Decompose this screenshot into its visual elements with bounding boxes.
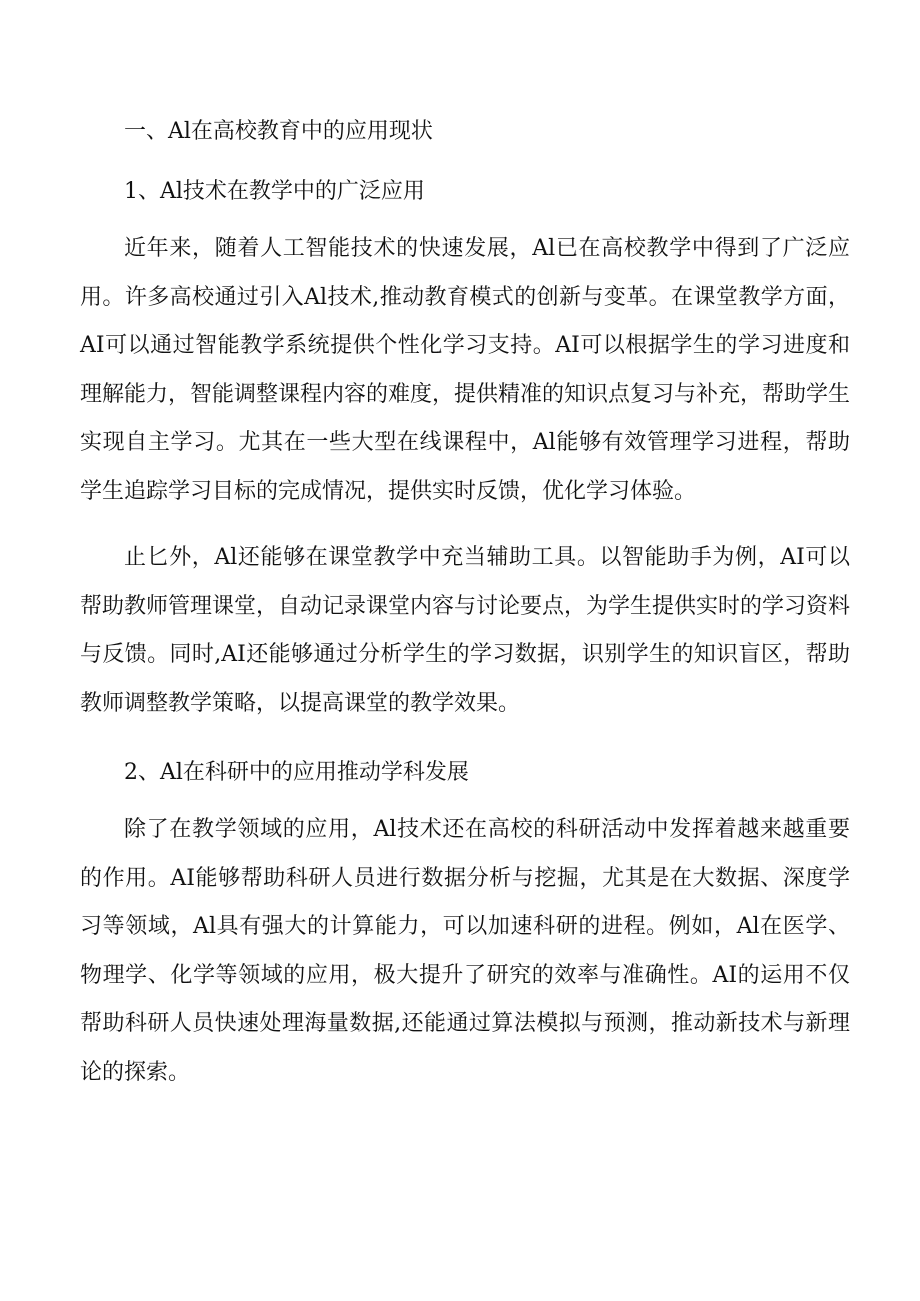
- subsection-2-title: 2、Al在科研中的应用推动学科发展: [124, 760, 469, 785]
- document-page: [80, 105, 850, 1115]
- paragraph: 止匕外，Al还能够在课堂教学中充当辅助工具。以智能助手为例，AI可以帮助教师管理课堂，自动记录课堂内容与讨论要点，为学生提供实时的学习资料与反馈。同时,AI还能够通过分析学生的学习数据，识别学生的知识盲区，帮助教师调整教学策略，以提高课堂的教学效果。: [80, 545, 851, 716]
- subsection-1-title: 1、Al技术在教学中的广泛应用: [124, 179, 425, 204]
- paragraph: 除了在教学领域的应用，Al技术还在高校的科研活动中发挥着越来越重要的作用。AI能够帮助科研人员进行数据分析与挖掘，尤其是在大数据、深度学习等领域，Al具有强大的计算能力，可以加速科研的进程。例如，Al在医学、物理学、化学等领域的应用，极大提升了研究的效率与准确性。AI的运用不仅帮助科研人员快速处理海量数据,还能通过算法模拟与预测，推动新技术与新理论的探索。: [80, 817, 850, 1085]
- paragraph: 近年来，随着人工智能技术的快速发展，Al已在高校教学中得到了广泛应用。许多高校通过引入Al技术,推动教育模式的创新与变革。在课堂教学方面，AI可以通过智能教学系统提供个性化学习支持。AI可以根据学生的学习进度和理解能力，智能调整课程内容的难度，提供精准的知识点复习与补充，帮助学生实现自主学习。尤其在一些大型在线课程中，Al能够有效管理学习进程，帮助学生追踪学习目标的完成情况，提供实时反馈，优化学习体验。: [80, 236, 851, 504]
- section-title: 一、Al在高校教育中的应用现状: [124, 119, 433, 144]
